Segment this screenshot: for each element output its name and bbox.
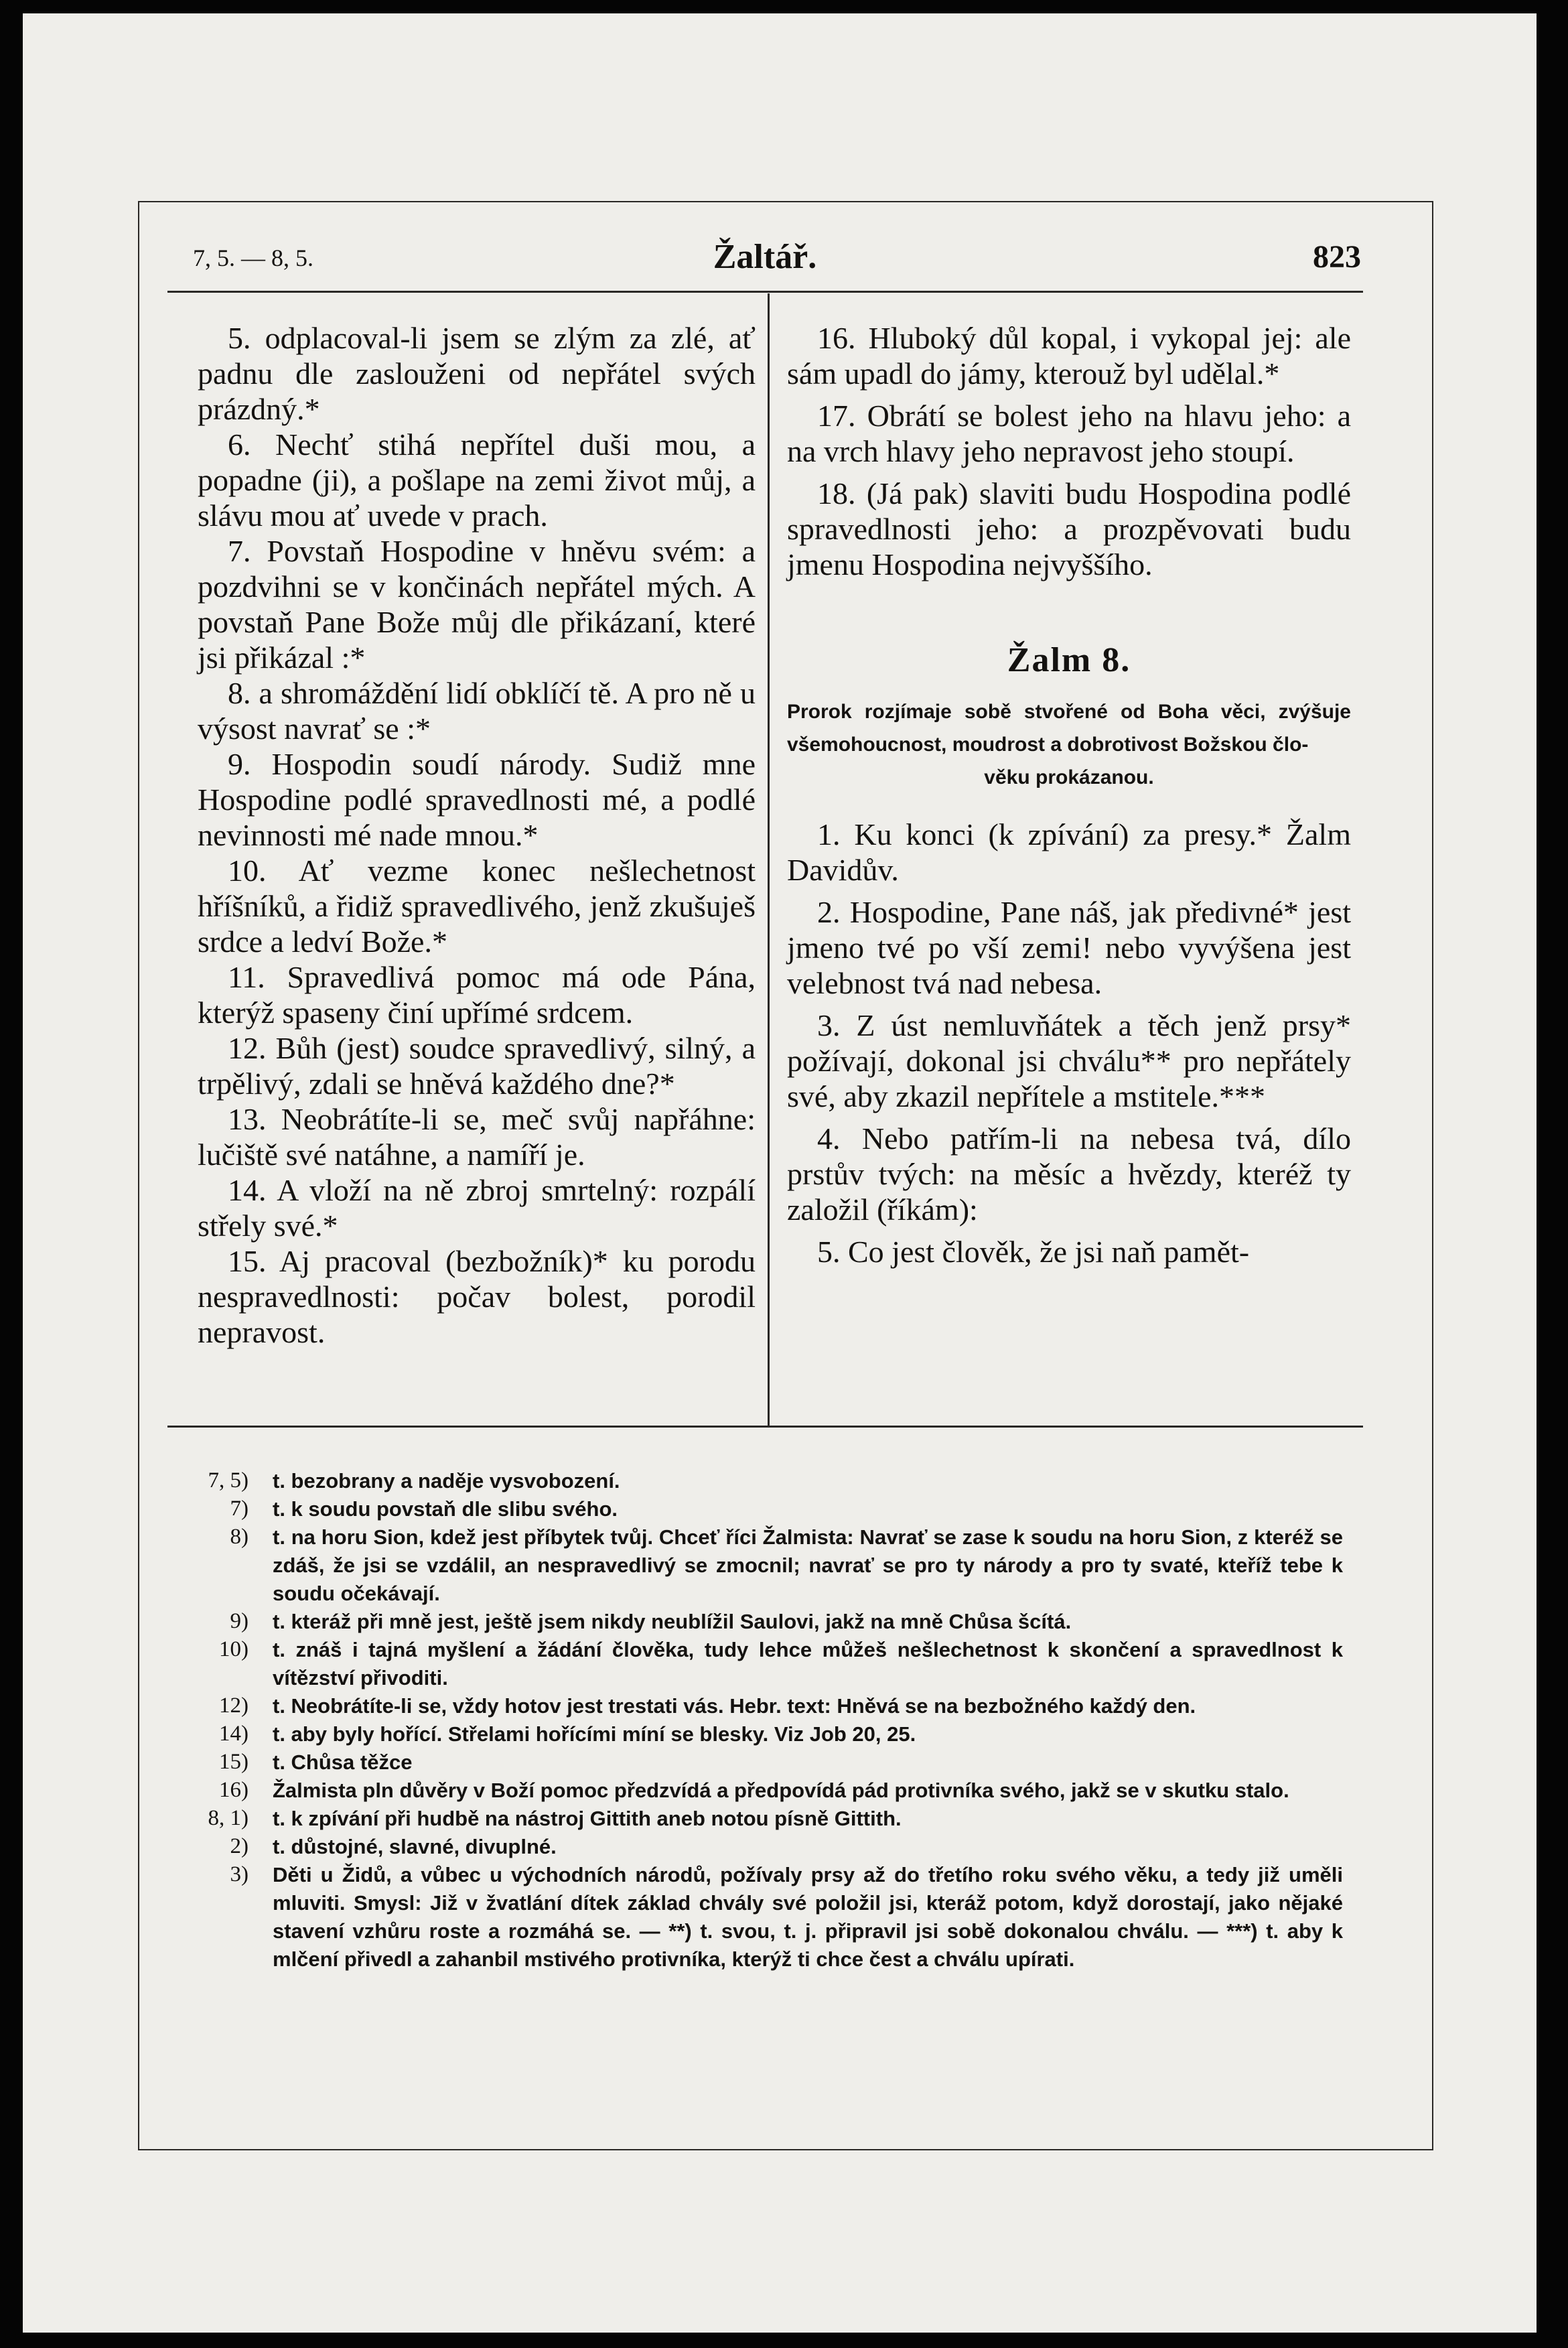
header-rule	[167, 291, 1363, 293]
psalm-summary-last: věku prokázanou.	[984, 766, 1154, 788]
footnote-text: t. aby byly hořící. Střelami hořícími míní se blesky. Viz Job 20, 25.	[273, 1722, 916, 1746]
footnote-text: t. na horu Sion, kdež jest příbytek tvůj. Chceť říci Žalmista: Navrať se zase k soudu na horu Sion, z kteréž se zdáš, že jsi se vzdálil, an nespravedlivý se zmocnil; navrať se pro ty národy a pro ty svaté, kteříž tebe k soudu očekávají.	[273, 1525, 1343, 1605]
footnote	[198, 1495, 1343, 1523]
left-column	[198, 320, 756, 1350]
verse: 10. Ať vezme konec nešlechetnost hříšníků, a řidiž spravedlivého, jenž zkušuješ srdce a ledví Bože.*	[198, 853, 756, 959]
footnote-number: 12)	[219, 1694, 248, 1718]
footnote-text: t. kteráž při mně jest, ještě jsem nikdy neublížil Saulovi, jakž na mně Chůsa šcítá.	[273, 1610, 1072, 1633]
verse: 8. a shromáždění lidí obklíčí tě. A pro ně u výsost navrať se :*	[198, 676, 756, 746]
verse: 17. Obrátí se bolest jeho na hlavu jeho: a na vrch hlavy jeho nepravost jeho stoupí.	[787, 399, 1351, 468]
verse: 1. Ku konci (k zpívání) za presy.* Žalm Davidův.	[787, 817, 1351, 887]
footnote-text: Děti u Židů, a vůbec u východních národů, požívaly prsy až do třetího roku svého věku, a tedy již uměli mluviti. Smysl: Již v žvatlání dítek základ chvály své položil jsi, kteráž potom, když dorostají, jako nějaké stavení vzhůru roste a rozmáhá se. — **) t. svou, t. j. připravil jsi sobě dokonalou chválu. — ***) t. aby k mlčení přivedl a zahanbil mstivého protivníka, kterýž ti chce čest a chválu upírati.	[273, 1863, 1343, 1971]
footnote-text: t. znáš i tajná myšlení a žádání člověka, tudy lehce můžeš nešlechetnost k skončení a spravedlnost k vítězství přivoditi.	[273, 1638, 1343, 1689]
footnote-number: 3)	[230, 1862, 248, 1886]
footnote-text: t. k soudu povstaň dle slibu svého.	[273, 1497, 618, 1521]
verse: 16. Hluboký důl kopal, i vykopal jej: ale sám upadl do jámy, kterouž byl udělal.*	[787, 321, 1351, 391]
footnote	[198, 1467, 1343, 1495]
verse: 5. Co jest člověk, že jsi naň pamět-	[817, 1235, 1250, 1269]
footnote-number: 9)	[230, 1609, 248, 1633]
verse-range: 7, 5. — 8, 5.	[193, 245, 313, 271]
right-column	[787, 320, 1351, 1269]
footnote-number: 15)	[219, 1750, 248, 1774]
footnote	[198, 1636, 1343, 1692]
footnote	[198, 1608, 1343, 1636]
footnote-text: t. bezobrany a naděje vysvobození.	[273, 1469, 620, 1493]
footnote-text: Žalmista pln důvěry v Boží pomoc předzvídá a předpovídá pád protivníka svého, jakž se v skutku stalo.	[273, 1779, 1289, 1802]
verse: 13. Neobrátíte-li se, meč svůj napřáhne: lučiště své natáhne, a namíří je.	[198, 1102, 756, 1172]
psalm-summary-main: Prorok rozjímaje sobě stvořené od Boha věci, zvýšuje všemohoucnost, moudrost a dobrotivost Božskou člo-	[787, 701, 1351, 756]
footnote-number: 16)	[219, 1778, 248, 1802]
page-title: Žaltář.	[713, 238, 817, 276]
footnote	[198, 1720, 1343, 1748]
footnotes	[198, 1467, 1343, 1974]
footnote	[198, 1805, 1343, 1833]
footnote-number: 8)	[230, 1525, 248, 1549]
footnote-text: t. k zpívání při hudbě na nástroj Gittith aneb notou písně Gittith.	[273, 1807, 902, 1830]
page-number: 823	[1313, 239, 1361, 275]
footnote	[198, 1861, 1343, 1974]
footnote	[198, 1523, 1343, 1608]
footnote-number: 8, 1)	[208, 1806, 248, 1830]
psalm-heading: Žalm 8.	[1007, 641, 1131, 679]
verse: 4. Nebo patřím-li na nebesa tvá, dílo prstův tvých: na měsíc a hvězdy, kteréž ty založil (říkám):	[787, 1121, 1351, 1227]
footnote	[198, 1692, 1343, 1720]
footnote-number: 14)	[219, 1722, 248, 1746]
column-divider	[768, 293, 770, 1426]
footnote	[198, 1833, 1343, 1861]
footnote-number: 7, 5)	[208, 1468, 248, 1493]
footnote-number: 7)	[230, 1497, 248, 1521]
footnote-text: t. Chůsa těžce	[273, 1750, 413, 1774]
footnote-number: 10)	[219, 1637, 248, 1661]
verse: 12. Bůh (jest) soudce spravedlivý, silný, a trpělivý, zdali se hněvá každého dne?*	[198, 1031, 756, 1101]
verse: 7. Povstaň Hospodine v hněvu svém: a pozdvihni se v končinách nepřátel mých. A povstaň Pane Bože můj dle přikázaní, které jsi přikázal :*	[198, 534, 756, 675]
verse: 14. A vloží na ně zbroj smrtelný: rozpálí střely své.*	[198, 1173, 756, 1243]
verse: 5. odplacoval-li jsem se zlým za zlé, ať padnu dle zaslouženi od nepřátel svých prázdný.*	[198, 321, 756, 426]
footnote-text: t. Neobrátíte-li se, vždy hotov jest trestati vás. Hebr. text: Hněvá se na bezbožného každý den.	[273, 1694, 1196, 1718]
footnote-number: 2)	[230, 1834, 248, 1858]
running-header	[169, 238, 1361, 288]
psalm-summary	[787, 695, 1351, 794]
footnote-text: t. důstojné, slavné, divuplné.	[273, 1835, 557, 1858]
footnote-rule	[167, 1426, 1363, 1428]
verse: 2. Hospodine, Pane náš, jak předivné* jest jmeno tvé po vší zemi! nebo vyvýšena jest velebnost tvá nad nebesa.	[787, 895, 1351, 1000]
verse: 15. Aj pracoval (bezbožník)* ku porodu nespravedlnosti: počav bolest, porodil nepravost.	[198, 1244, 756, 1349]
verse: 6. Nechť stihá nepřítel duši mou, a popadne (ji), a pošlape na zemi život můj, a slávu mou ať uvede v prach.	[198, 427, 756, 533]
verse: 18. (Já pak) slaviti budu Hospodina podlé spravedlnosti jeho: a prozpěvovati budu jmenu Hospodina nejvyššího.	[787, 476, 1351, 581]
verse: 9. Hospodin soudí národy. Sudiž mne Hospodine podlé spravedlnosti mé, a podlé nevinnosti mé nade mnou.*	[198, 747, 756, 852]
verse: 11. Spravedlivá pomoc má ode Pána, kterýž spaseny činí upřímé srdcem.	[198, 960, 756, 1030]
footnote	[198, 1748, 1343, 1777]
verse: 3. Z úst nemluvňátek a těch jenž prsy* požívají, dokonal jsi chválu** pro nepřátely své, aby zkazil nepřítele a mstitele.***	[787, 1008, 1351, 1113]
footnote	[198, 1777, 1343, 1805]
